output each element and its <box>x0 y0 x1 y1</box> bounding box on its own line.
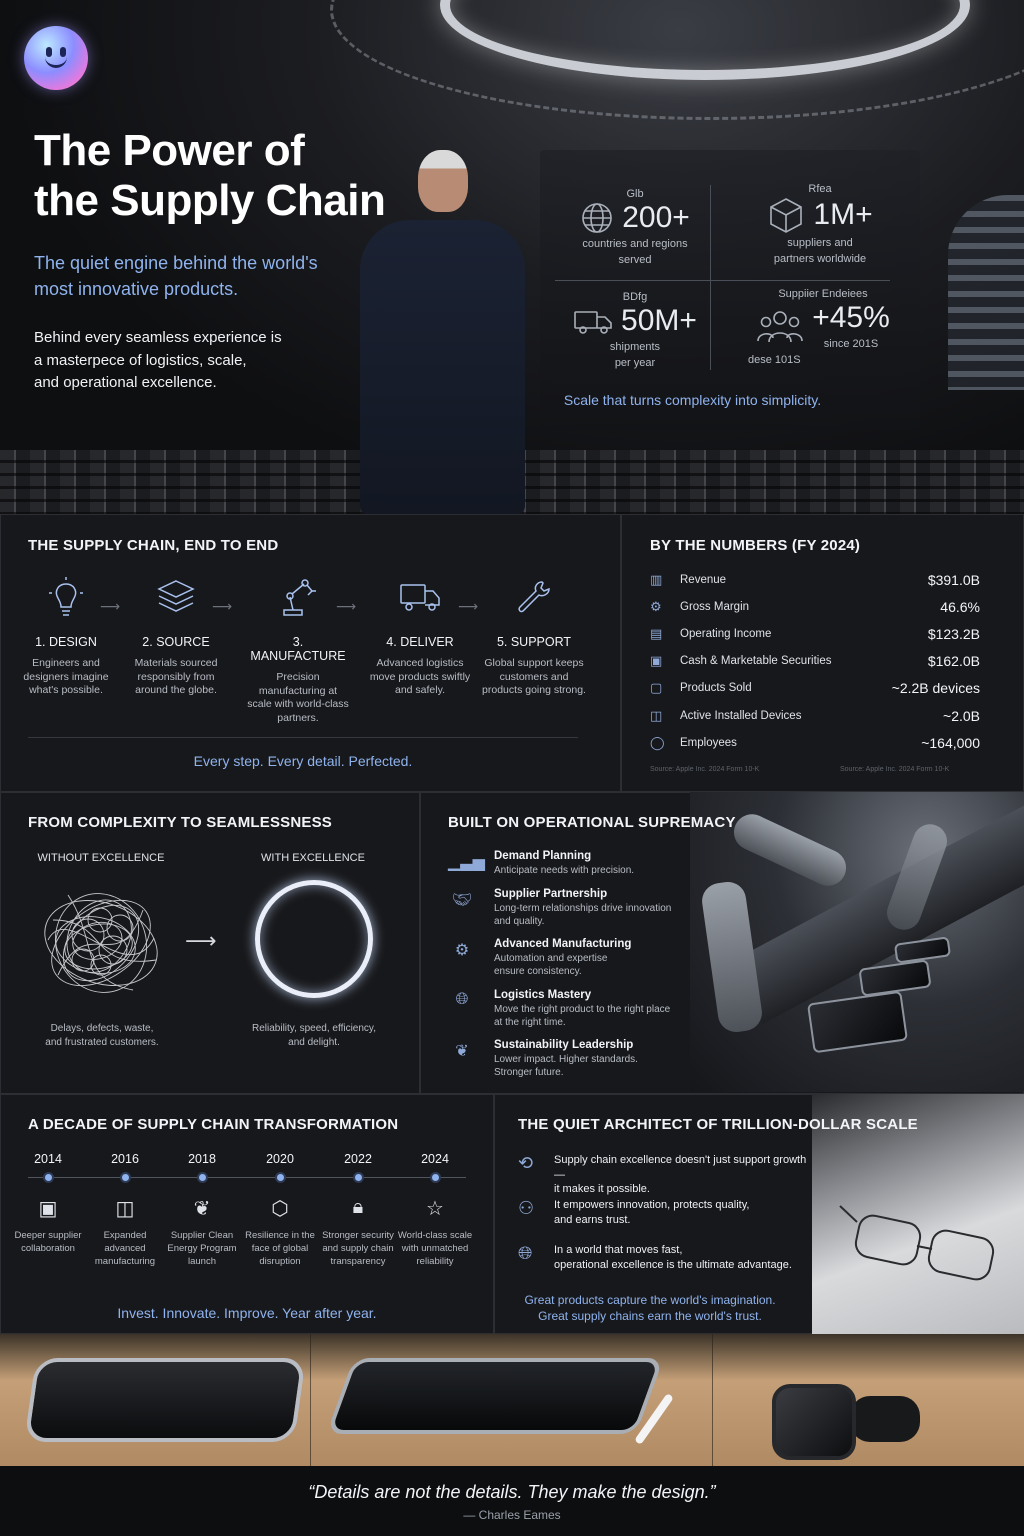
globe-icon: 🌐︎ <box>455 991 469 1008</box>
hero-title-line1: The Power of <box>34 126 305 175</box>
leaf-icon: ❦ <box>455 1043 469 1060</box>
stats-divider-vertical <box>710 185 711 370</box>
hero-subtitle: The quiet engine behind the world's most innovative products. <box>34 253 318 299</box>
timeline-year: 2020 <box>266 1152 294 1166</box>
timeline-dot <box>430 1172 441 1183</box>
numbers-footnote-left: Source: Apple Inc. 2024 Form 10-K <box>650 766 760 773</box>
stat-value: 200+ <box>622 201 690 234</box>
arrow-right-icon: ⟶ <box>100 598 121 614</box>
step-desc: Materials sourced responsibly from around the globe. <box>134 657 218 696</box>
step-desc: Global support keeps customers and products going strong. <box>482 657 586 696</box>
numbers-footnote-right: Source: Apple Inc. 2024 Form 10-K <box>840 766 950 773</box>
bar-chart-icon: ▁▃▅ <box>448 854 485 871</box>
robot-arm <box>728 808 852 891</box>
cube-icon: ⬡ <box>271 1198 289 1220</box>
step-design <box>14 575 121 698</box>
hero-body <box>34 327 314 395</box>
numbers-row <box>650 597 980 617</box>
stat-caption: Suppiier Endeiees <box>778 288 868 300</box>
op-desc: Automation and expertise ensure consistency. <box>494 953 608 977</box>
numbers-value: ~164,000 <box>921 735 980 751</box>
arrow-right-icon: ⟶ <box>185 928 217 953</box>
op-item-logistics <box>448 989 688 1029</box>
operational-title: BUILT ON OPERATIONAL SUPREMACY <box>448 814 736 831</box>
numbers-row <box>650 570 980 590</box>
op-item-sustainability <box>448 1039 688 1079</box>
desc-line: and frustrated customers. <box>45 1036 159 1048</box>
architect-text: In a world that moves fast, <box>554 1244 683 1256</box>
stat-label: shipments <box>609 341 661 353</box>
numbers-row <box>650 706 980 726</box>
people-icon <box>756 308 804 344</box>
without-excellence-desc <box>20 1022 184 1049</box>
layers-icon <box>157 579 195 615</box>
architect-text: Supply chain excellence doesn't just support growth— <box>554 1154 807 1181</box>
numbers-title: BY THE NUMBERS (FY 2024) <box>650 537 861 554</box>
architect-text: operational excellence is the ultimate advantage. <box>554 1258 792 1271</box>
gear-icon: ⚙ <box>650 599 662 614</box>
numbers-value: ~2.2B devices <box>891 680 980 696</box>
stat-label: suppliers and <box>787 237 853 249</box>
timeline-desc: Stronger security and supply chain transparency <box>322 1230 394 1267</box>
op-desc: Long-term relationships drive innovation and quality. <box>494 903 672 927</box>
lightbulb-icon <box>49 576 83 618</box>
hero-body-line2: a masterpece of logistics, scale, <box>34 351 247 369</box>
with-excellence-desc <box>232 1022 396 1049</box>
numbers-label: Products Sold <box>680 682 752 694</box>
stat-countries <box>560 185 710 267</box>
timeline-desc: Supplier Clean Energy Program launch <box>167 1230 237 1267</box>
timeline-year: 2014 <box>34 1152 62 1166</box>
op-desc: Lower impact. Higher standards. Stronger future. <box>494 1054 638 1078</box>
timeline-title: A DECADE OF SUPPLY CHAIN TRANSFORMATION <box>28 1116 399 1133</box>
timeline-line <box>28 1177 466 1178</box>
architect-item <box>518 1243 808 1272</box>
arrow-right-icon: ⟶ <box>458 598 479 614</box>
strip-divider <box>712 1334 713 1466</box>
presenter-body <box>360 220 525 514</box>
op-item-demand <box>448 850 688 877</box>
timeline-year: 2018 <box>188 1152 216 1166</box>
op-heading: Advanced Manufacturing <box>494 938 632 950</box>
star-icon: ☆ <box>426 1198 444 1220</box>
stats-divider-horizontal <box>555 280 890 281</box>
architect-text: it makes it possible. <box>554 1183 650 1195</box>
numbers-row <box>650 733 980 753</box>
timeline-desc: Resilience in the face of global disruption <box>245 1230 315 1267</box>
wrench-icon <box>516 579 552 615</box>
numbers-label: Gross Margin <box>680 601 750 613</box>
numbers-label: Employees <box>680 737 737 749</box>
person-icon: ◯ <box>650 735 665 750</box>
numbers-label: Revenue <box>680 574 727 586</box>
op-heading: Logistics Mastery <box>494 989 592 1001</box>
quote-author: — Charles Eames <box>463 1508 561 1522</box>
stat-label: countries and regions <box>582 238 688 250</box>
numbers-value: $123.2B <box>927 626 980 642</box>
leaf-icon: ❦ <box>193 1198 211 1220</box>
timeline-dot <box>275 1172 286 1183</box>
box-icon <box>767 196 805 234</box>
hero-title <box>34 126 414 226</box>
timeline-dot <box>197 1172 208 1183</box>
arrow-right-icon: ⟶ <box>336 598 357 614</box>
team-icon: ⚇ <box>518 1198 535 1218</box>
lock-icon: 🔒︎ <box>352 1196 364 1218</box>
step-deliver <box>368 575 472 698</box>
globe-icon <box>580 201 614 235</box>
step-desc: Engineers and designers imagine what's possible. <box>23 657 109 696</box>
stat-suppliers <box>745 180 895 266</box>
numbers-value: ~2.0B <box>943 708 980 724</box>
tagline-line: Great supply chains earn the world's trust. <box>538 1309 762 1323</box>
arrow-right-icon: ⟶ <box>212 598 233 614</box>
cash-icon: ▣ <box>650 653 663 668</box>
stat-label: partners worldwide <box>773 253 867 265</box>
watch-image <box>772 1384 856 1460</box>
chart-icon: ▥ <box>650 572 663 587</box>
divider <box>28 737 578 738</box>
hero-body-line3: and operational excellence. <box>34 374 217 391</box>
step-support <box>482 575 586 698</box>
numbers-row <box>650 678 980 698</box>
timeline-dot <box>353 1172 364 1183</box>
op-desc: Anticipate needs with precision. <box>494 865 635 876</box>
stat-growth <box>748 285 898 367</box>
tangle-icon <box>38 880 164 1006</box>
timeline-tagline: Invest. Innovate. Improve. Year after year. <box>117 1305 377 1321</box>
supply-chain-title: THE SUPPLY CHAIN, END TO END <box>28 537 279 554</box>
tagline-line: Great products capture the world's imagination. <box>524 1293 776 1307</box>
robot-factory-image <box>690 792 1024 1092</box>
stat-label: per year <box>614 357 656 369</box>
numbers-value: 46.6% <box>940 599 980 615</box>
step-desc: Advanced logistics move products swiftly and safely. <box>369 657 471 696</box>
architect-item <box>518 1198 808 1227</box>
op-heading: Supplier Partnership <box>494 888 608 900</box>
stat-shipments <box>560 288 710 370</box>
step-name: 3. MANUFACTURE <box>250 635 346 663</box>
timeline-desc: Deeper supplier collaboration <box>14 1230 82 1254</box>
hero-body-line1: Behind every seamless experience is <box>34 329 282 346</box>
strip-divider <box>310 1334 311 1466</box>
stat-label: dese 101S <box>748 354 801 366</box>
hero-title-line2: the Supply Chain <box>34 176 386 225</box>
timeline-desc: World-class scale with unmatched reliability <box>397 1230 473 1267</box>
timeline-year: 2016 <box>111 1152 139 1166</box>
numbers-row <box>650 624 980 644</box>
desc-line: and delight. <box>288 1036 340 1048</box>
hero-tagline: Scale that turns complexity into simplicity. <box>563 392 822 408</box>
op-item-supplier <box>448 888 688 928</box>
robot-arm-icon <box>278 577 318 617</box>
timeline-dot <box>120 1172 131 1183</box>
op-heading: Demand Planning <box>494 850 592 862</box>
desc-line: Reliability, speed, efficiency, <box>252 1023 376 1034</box>
architect-tagline <box>500 1292 800 1324</box>
stat-label: since 201S <box>823 338 879 350</box>
complexity-title: FROM COMPLEXITY TO SEAMLESSNESS <box>28 814 333 831</box>
chart-icon: ▤ <box>650 626 663 641</box>
timeline-year: 2022 <box>344 1152 372 1166</box>
stat-value: 1M+ <box>813 198 873 231</box>
stat-value: +45% <box>812 301 890 334</box>
timeline-dot <box>43 1172 54 1183</box>
clean-circle-icon <box>255 880 373 998</box>
tablet-on-belt <box>807 991 908 1054</box>
device-icon: ▢ <box>650 680 663 695</box>
stat-caption: BDfg <box>622 291 648 303</box>
iphone-image <box>24 1358 306 1442</box>
step-manufacture <box>246 575 350 725</box>
timeline-desc: Expanded advanced manufacturing <box>94 1230 156 1267</box>
numbers-label: Active Installed Devices <box>680 710 802 722</box>
devices-icon: ◫ <box>650 708 663 723</box>
numbers-value: $162.0B <box>927 653 980 669</box>
stat-caption: Rfea <box>808 183 832 195</box>
presenter-head <box>418 150 468 212</box>
chip-icon: ▣ <box>38 1198 58 1220</box>
truck-icon <box>399 581 441 613</box>
globe-icon: 🌐︎ <box>518 1243 533 1263</box>
numbers-row <box>650 651 980 671</box>
map-icon: ◫ <box>115 1198 135 1220</box>
smiley-logo-icon <box>24 26 88 90</box>
watch-strap <box>850 1396 920 1442</box>
handshake-icon: 🤝︎ <box>451 892 473 909</box>
with-excellence-label: WITH EXCELLENCE <box>261 852 365 864</box>
without-excellence-label: WITHOUT EXCELLENCE <box>37 852 165 864</box>
step-source <box>124 575 228 698</box>
stat-label: served <box>618 254 652 266</box>
gear-icon: ⚙ <box>454 942 470 959</box>
numbers-label: Cash & Marketable Securities <box>680 655 832 667</box>
architect-item <box>518 1153 808 1197</box>
building-image <box>948 195 1024 390</box>
stat-caption: Glb <box>626 188 644 200</box>
numbers-label: Operating Income <box>680 628 772 640</box>
quote-section <box>0 1466 1024 1536</box>
op-item-manufacturing <box>448 938 688 978</box>
step-name: 4. DELIVER <box>386 635 454 649</box>
truck-icon <box>573 306 613 336</box>
desc-line: Delays, defects, waste, <box>50 1023 154 1034</box>
step-name: 2. SOURCE <box>142 635 210 649</box>
ipad-image <box>326 1358 664 1434</box>
growth-icon: ⟲ <box>518 1153 534 1173</box>
step-desc: Precision manufacturing at scale with world-class partners. <box>247 671 349 724</box>
architect-text: It empowers innovation, protects quality, <box>554 1199 750 1211</box>
op-desc: Move the right product to the right place at the right time. <box>494 1004 671 1028</box>
quote-text: “Details are not the details. They make the design.” <box>308 1482 716 1502</box>
architect-title: THE QUIET ARCHITECT OF TRILLION-DOLLAR SCALE <box>518 1116 918 1133</box>
op-heading: Sustainability Leadership <box>494 1039 634 1051</box>
step-name: 1. DESIGN <box>35 635 97 649</box>
stat-value: 50M+ <box>621 304 697 337</box>
supply-chain-tagline: Every step. Every detail. Perfected. <box>193 753 413 769</box>
timeline-year: 2024 <box>421 1152 449 1166</box>
step-name: 5. SUPPORT <box>496 635 572 649</box>
numbers-value: $391.0B <box>927 572 980 588</box>
architect-text: and earns trust. <box>554 1213 631 1226</box>
